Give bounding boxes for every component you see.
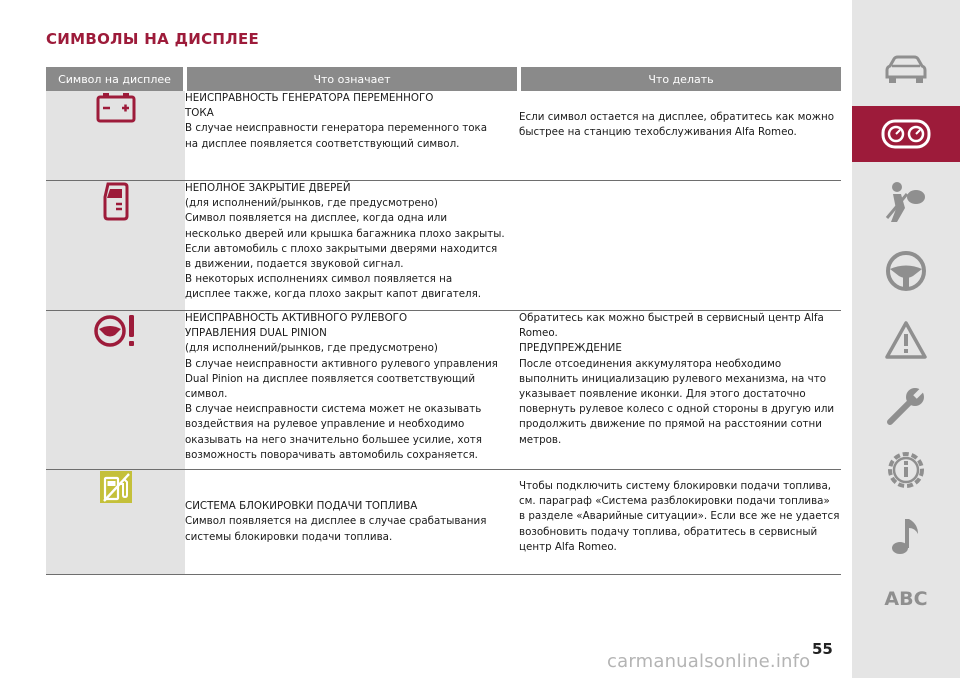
meaning-text: В случае неисправности генератора переменного тока — [185, 122, 488, 135]
music-note-icon — [888, 514, 924, 558]
sidebar-item-multimedia[interactable] — [852, 508, 960, 564]
meaning-text: В случае неисправности система может не оказывать — [185, 403, 482, 416]
meaning-text: (для исполнений/рынков, где предусмотрено) — [185, 342, 438, 355]
table-row — [46, 181, 841, 311]
meaning-cell — [185, 470, 519, 575]
meaning-text: возможность поворачивать автомобиль сохраняется. — [185, 448, 478, 461]
warning-triangle-icon — [884, 320, 928, 360]
action-cell — [519, 91, 841, 181]
symbol-cell — [46, 91, 185, 181]
meaning-heading: УПРАВЛЕНИЯ DUAL PINION — [185, 327, 327, 340]
sidebar-item-driving[interactable] — [852, 243, 960, 299]
meaning-text: Dual Pinion на дисплее появляется соответствующий — [185, 372, 476, 385]
meaning-text: на дисплее появляется соответствующий символ. — [185, 137, 460, 150]
watermark: carmanualsonline.info — [607, 651, 811, 672]
airbag-person-icon — [883, 180, 929, 224]
sidebar-item-car[interactable] — [852, 42, 960, 98]
door-open-icon — [102, 181, 130, 221]
action-text: Romeo. — [519, 327, 558, 340]
action-text: в разделе «Аварийные ситуации». Если все же не удается — [519, 510, 840, 523]
battery-icon — [96, 91, 136, 123]
action-text: продолжить движение по прямой на расстоянии сотни — [519, 418, 822, 431]
dashboard-gauges-icon — [881, 118, 931, 150]
symbol-cell — [46, 181, 185, 311]
symbol-cell — [46, 311, 185, 470]
action-text: Чтобы подключить систему блокировки подачи топлива, — [519, 480, 832, 492]
action-cell — [519, 470, 841, 575]
wrench-icon — [884, 384, 928, 428]
meaning-cell — [185, 311, 519, 470]
meaning-text: несколько дверей или крышка багажника плохо закрыты. — [185, 227, 505, 240]
page-title: СИМВОЛЫ НА ДИСПЛЕЕ — [46, 30, 260, 48]
sidebar-item-emergency[interactable] — [852, 312, 960, 368]
meaning-text: системы блокировки подачи топлива. — [185, 530, 393, 543]
action-text: После отсоединения аккумулятора необходимо — [519, 357, 782, 370]
sidebar-item-technical-data[interactable] — [852, 442, 960, 498]
symbols-table — [46, 67, 841, 575]
action-cell — [519, 181, 841, 311]
meaning-text: символ. — [185, 388, 228, 401]
column-header-action: Что делать — [519, 67, 841, 91]
meaning-text: (для исполнений/рынков, где предусмотрено) — [185, 197, 438, 210]
meaning-text: воздействия на рулевое управление и необходимо — [185, 418, 465, 431]
action-cell — [519, 311, 841, 470]
table-header-row — [46, 67, 841, 91]
meaning-cell — [185, 91, 519, 181]
action-text: возобновить подачу топлива, обратитесь в сервисный — [519, 525, 818, 538]
action-text: быстрее на станцию техобслуживания Alfa Romeo. — [519, 126, 797, 139]
meaning-heading: ТОКА — [185, 107, 214, 120]
action-text: повернуть рулевое колесо с одной стороны в другую или — [519, 403, 835, 416]
action-text: Обратитесь как можно быстрей в сервисный центр Alfa — [519, 312, 824, 324]
action-text: центр Alfa Romeo. — [519, 540, 617, 553]
sidebar-item-safety[interactable] — [852, 174, 960, 230]
steering-warning-icon — [93, 311, 139, 351]
car-icon — [883, 55, 929, 85]
meaning-text: дисплее также, когда плохо закрыт капот двигателя. — [185, 288, 482, 301]
meaning-heading: НЕИСПРАВНОСТЬ ГЕНЕРАТОРА ПЕРЕМЕННОГО — [185, 92, 434, 104]
steering-wheel-icon — [885, 250, 927, 292]
action-warning-heading: ПРЕДУПРЕЖДЕНИЕ — [519, 342, 622, 355]
meaning-cell — [185, 181, 519, 311]
chapter-sidebar — [852, 0, 960, 678]
column-header-symbol: Символ на дисплее — [46, 67, 185, 91]
meaning-text: в движении, подается звуковой сигнал. — [185, 258, 404, 271]
sidebar-item-index[interactable]: ABC — [884, 588, 928, 610]
action-text: метров. — [519, 433, 562, 446]
meaning-heading: НЕИСПРАВНОСТЬ АКТИВНОГО РУЛЕВОГО — [185, 312, 408, 324]
meaning-text: В некоторых исполнениях символ появляется на — [185, 273, 453, 286]
table-row — [46, 91, 841, 181]
action-text: см. параграф «Система разблокировки подачи топлива» — [519, 495, 830, 508]
meaning-text: Символ появляется на дисплее, когда одна или — [185, 212, 448, 225]
meaning-text: В случае неисправности активного рулевого управления — [185, 357, 498, 370]
column-header-meaning: Что означает — [185, 67, 519, 91]
action-text: Если символ остается на дисплее, обратитесь как можно — [519, 111, 835, 123]
action-text: выполнить инициализацию рулевого механизма, на что — [519, 372, 827, 385]
page-number: 55 — [812, 640, 833, 658]
symbol-cell — [46, 470, 185, 575]
meaning-text: оказывать на него значительно большее усилие, хотя — [185, 433, 482, 446]
action-text: указывает появление иконки. Для этого достаточно — [519, 388, 806, 401]
meaning-heading: СИСТЕМА БЛОКИРОВКИ ПОДАЧИ ТОПЛИВА — [185, 500, 418, 513]
meaning-text: Если автомобиль с плохо закрытыми дверями находится — [185, 242, 498, 255]
table-row — [46, 311, 841, 470]
fuel-cutoff-icon — [99, 470, 133, 504]
table-row — [46, 470, 841, 575]
info-gear-icon — [884, 448, 928, 492]
meaning-text: Символ появляется на дисплее в случае срабатывания — [185, 515, 487, 528]
meaning-heading: НЕПОЛНОЕ ЗАКРЫТИЕ ДВЕРЕЙ — [185, 182, 351, 194]
sidebar-item-dashboard[interactable] — [852, 106, 960, 162]
sidebar-item-maintenance[interactable] — [852, 378, 960, 434]
